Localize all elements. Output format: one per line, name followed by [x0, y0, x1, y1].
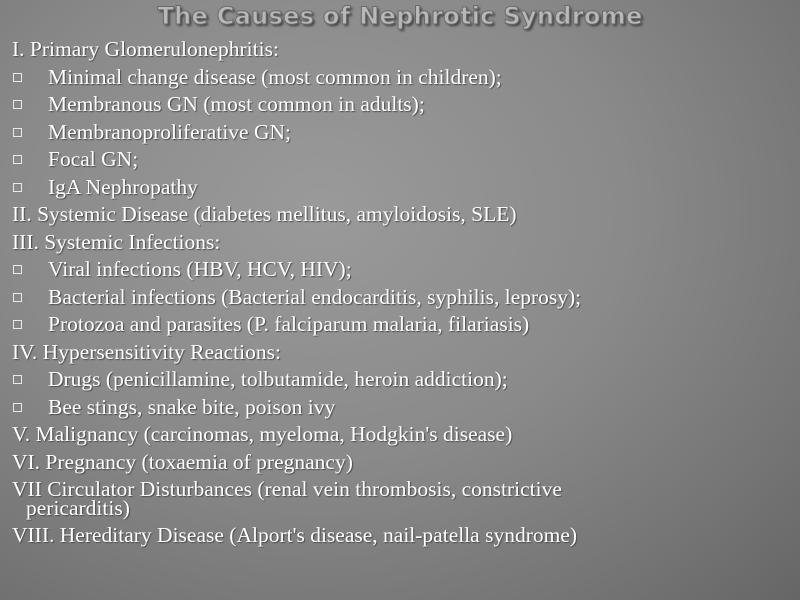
list-item — [12, 146, 792, 174]
list-item — [12, 256, 792, 284]
list-item — [12, 91, 792, 119]
list-item-text: Bacterial infections (Bacterial endocarditis, syphilis, leprosy); — [48, 284, 582, 309]
list-heading — [12, 339, 792, 367]
list-item-text: Protozoa and parasites (P. falciparum malaria, filariasis) — [48, 312, 530, 336]
bullet-box-icon — [13, 100, 22, 109]
list-item — [12, 394, 792, 422]
bullet-box-icon — [13, 73, 22, 82]
list-heading-text: III. Systemic Infections: — [12, 229, 221, 254]
bullet-box-icon — [13, 375, 22, 384]
list-heading — [12, 36, 792, 64]
list-item — [12, 284, 792, 312]
list-heading-text: VII Circulator Disturbances (renal vein thrombosis, constrictive — [12, 477, 562, 501]
list-item-text: Drugs (penicillamine, tolbutamide, heroin addiction); — [48, 367, 508, 391]
list-item — [12, 366, 792, 394]
list-item — [12, 174, 792, 202]
slide-title: The Causes of Nephrotic Syndrome — [157, 2, 643, 30]
list-heading-text: VI. Pregnancy (toxaemia of pregnancy) — [12, 449, 353, 474]
list-item-text: IgA Nephropathy — [48, 174, 198, 199]
list-item-text: Membranous GN (most common in adults); — [48, 92, 425, 116]
list-item-text: Minimal change disease (most common in children); — [48, 64, 502, 89]
bullet-box-icon — [13, 183, 22, 192]
list-item — [12, 311, 792, 339]
list-heading-continuation: pericarditis) — [26, 496, 130, 520]
list-item — [12, 64, 792, 92]
list-heading-text: VIII. Hereditary Disease (Alport's disease, nail-patella syndrome) — [12, 523, 578, 547]
list-heading — [12, 449, 792, 477]
list-heading — [12, 476, 792, 522]
list-item-text: Membranoproliferative GN; — [48, 119, 291, 144]
list-heading — [12, 201, 792, 229]
bullet-box-icon — [13, 265, 22, 274]
bullet-box-icon — [13, 128, 22, 137]
list-heading-text: IV. Hypersensitivity Reactions: — [12, 339, 281, 364]
list-heading — [12, 421, 792, 449]
list-heading-text: I. Primary Glomerulonephritis: — [12, 37, 279, 61]
list-heading-text: II. Systemic Disease (diabetes mellitus, amyloidosis, SLE) — [12, 202, 517, 226]
slide-content — [12, 36, 792, 550]
list-item — [12, 119, 792, 147]
bullet-box-icon — [13, 403, 22, 412]
list-heading — [12, 522, 792, 550]
list-heading — [12, 229, 792, 257]
list-item-text: Viral infections (HBV, HCV, HIV); — [48, 257, 352, 281]
list-item-text: Focal GN; — [48, 147, 139, 171]
list-item-text: Bee stings, snake bite, poison ivy — [48, 394, 336, 419]
bullet-box-icon — [13, 293, 22, 302]
bullet-box-icon — [13, 320, 22, 329]
list-heading-text: V. Malignancy (carcinomas, myeloma, Hodgkin's disease) — [12, 422, 513, 446]
bullet-box-icon — [13, 155, 22, 164]
